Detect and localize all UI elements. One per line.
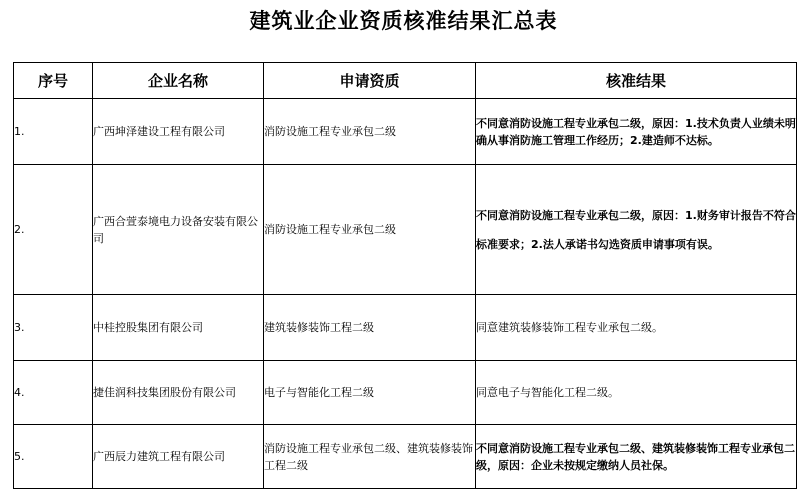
approval-result: 同意建筑装修装饰工程专业承包二级。 — [476, 295, 797, 361]
results-table — [13, 62, 797, 489]
page-title: 建筑业企业资质核准结果汇总表 — [249, 8, 558, 33]
row-number: 4. — [14, 361, 93, 425]
header-result: 核准结果 — [476, 63, 797, 99]
company-name: 广西辰力建筑工程有限公司 — [93, 425, 264, 489]
approval-result: 同意电子与智能化工程二级。 — [476, 361, 797, 425]
qualification: 电子与智能化工程二级 — [264, 361, 476, 425]
table-row — [14, 165, 797, 295]
row-number: 1. — [14, 99, 93, 165]
approval-result: 不同意消防设施工程专业承包二级，原因：1.财务审计报告不符合标准要求；2.法人承诺书勾选资质申请事项有误。 — [476, 165, 797, 295]
header-no: 序号 — [14, 63, 93, 99]
table-row — [14, 425, 797, 489]
table-row — [14, 99, 797, 165]
company-name: 捷佳润科技集团股份有限公司 — [93, 361, 264, 425]
qualification: 消防设施工程专业承包二级 — [264, 165, 476, 295]
header-qualification: 申请资质 — [264, 63, 476, 99]
approval-result: 不同意消防设施工程专业承包二级、建筑装修装饰工程专业承包二级，原因：企业未按规定缴纳人员社保。 — [476, 425, 797, 489]
row-number: 2. — [14, 165, 93, 295]
qualification: 建筑装修装饰工程二级 — [264, 295, 476, 361]
header-company: 企业名称 — [93, 63, 264, 99]
qualification: 消防设施工程专业承包二级 — [264, 99, 476, 165]
row-number: 5. — [14, 425, 93, 489]
company-name: 广西合萱泰境电力设备安装有限公司 — [93, 165, 264, 295]
company-name: 中桂控股集团有限公司 — [93, 295, 264, 361]
company-name: 广西坤泽建设工程有限公司 — [93, 99, 264, 165]
table-header-row — [14, 63, 797, 99]
approval-result: 不同意消防设施工程专业承包二级，原因：1.技术负责人业绩未明确从事消防施工管理工作经历；2.建造师不达标。 — [476, 99, 797, 165]
table-row — [14, 361, 797, 425]
table-row — [14, 295, 797, 361]
qualification: 消防设施工程专业承包二级、建筑装修装饰工程二级 — [264, 425, 476, 489]
row-number: 3. — [14, 295, 93, 361]
